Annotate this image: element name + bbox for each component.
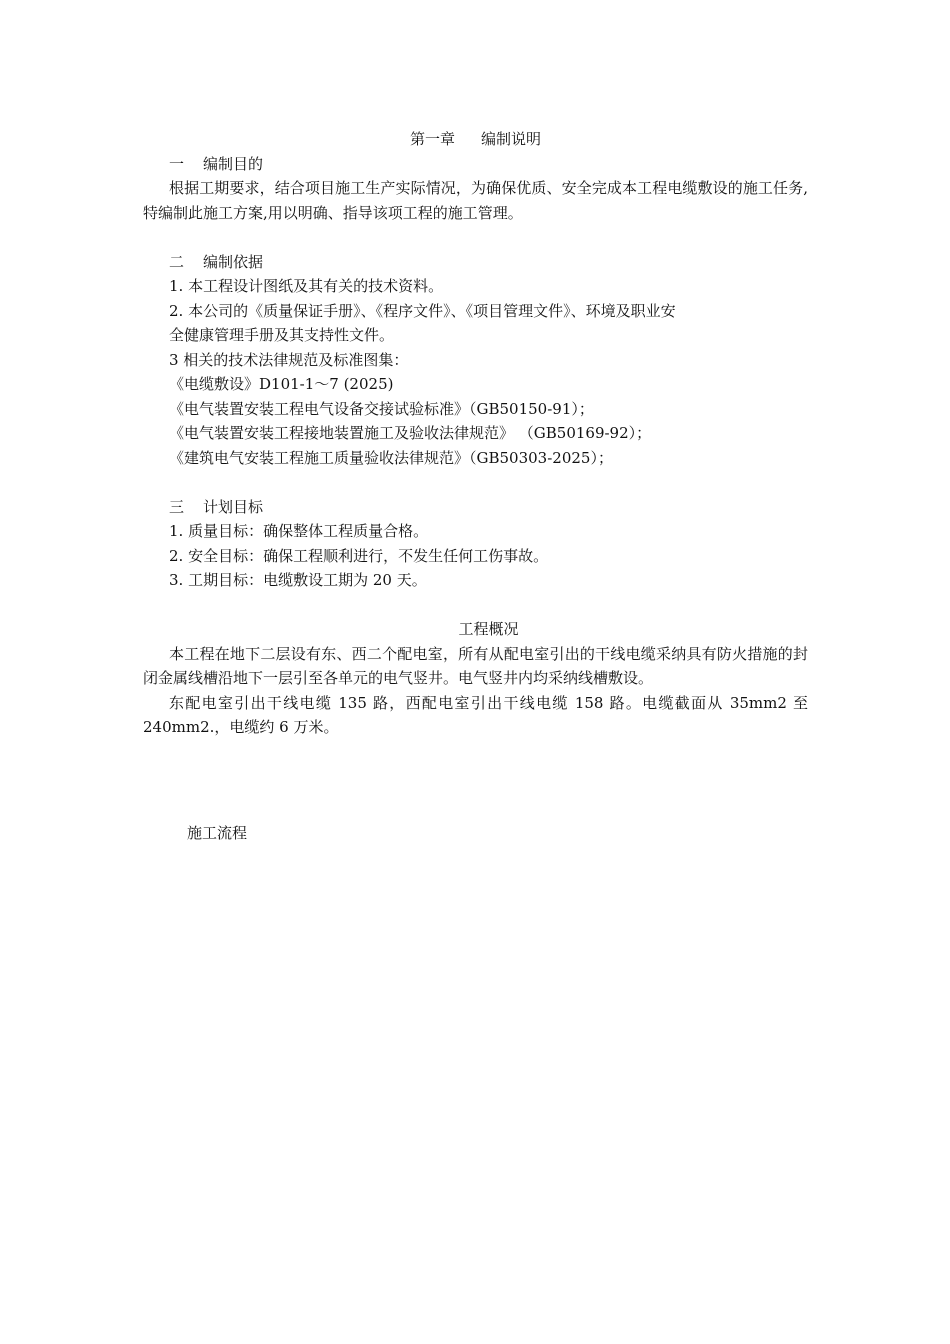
spacer bbox=[143, 593, 808, 618]
section-number: 三 bbox=[169, 497, 185, 516]
basis-item: 全健康管理手册及其支持性文件。 bbox=[169, 326, 395, 344]
section-title: 计划目标 bbox=[203, 497, 264, 516]
standard-item: 《电气装置安装工程接地装置施工及验收法律规范》 （GB50169-92）； bbox=[169, 424, 652, 442]
chapter-number: 第一章 bbox=[409, 130, 455, 148]
section-number: 二 bbox=[169, 252, 185, 271]
overview-heading: 工程概况 bbox=[458, 620, 519, 638]
spacer bbox=[143, 470, 808, 495]
purpose-paragraph: 根据工期要求，结合项目施工生产实际情况，为确保优质、安全完成本工程电缆敷设的施工任务,特编制此施工方案,用以明确、指导该项工程的施工管理。 bbox=[143, 179, 808, 222]
goal-item: 2. 安全目标：确保工程顺利进行，不发生任何工伤事故。 bbox=[169, 546, 549, 565]
overview-paragraph: 本工程在地下二层设有东、西二个配电室，所有从配电室引出的干线电缆采纳具有防火措施的封闭金属线槽沿地下一层引至各单元的电气竖井。电气竖井内均采纳线槽敷设。 bbox=[143, 644, 808, 687]
section-heading-purpose bbox=[143, 152, 808, 177]
standard-item: 《电气装置安装工程电气设备交接试验标准》（GB50150-91）； bbox=[169, 399, 594, 418]
section-title: 编制依据 bbox=[203, 252, 264, 271]
chapter-name: 编制说明 bbox=[481, 130, 542, 148]
basis-item: 2. 本公司的《质量保证手册》、《程序文件》、《项目管理文件》、环境及职业安 bbox=[169, 301, 676, 320]
goal-item: 1. 质量目标：确保整体工程质量合格。 bbox=[169, 522, 429, 540]
standard-item: 《建筑电气安装工程施工质量验收法律规范》（GB50303-2025）； bbox=[169, 448, 613, 467]
flow-heading: 施工流程 bbox=[187, 824, 248, 842]
section-title: 编制目的 bbox=[203, 154, 264, 173]
section-heading-goals bbox=[143, 495, 808, 520]
basis-item: 3 相关的技术法律规范及标准图集： bbox=[169, 350, 409, 369]
document-body bbox=[143, 127, 808, 740]
chapter-title bbox=[143, 127, 808, 152]
section-heading-basis bbox=[143, 250, 808, 275]
section-number: 一 bbox=[169, 154, 185, 173]
overview-paragraph: 东配电室引出干线电缆 135 路，西配电室引出干线电缆 158 路。电缆截面从 35mm2 至 240mm2.，电缆约 6 万米。 bbox=[143, 693, 808, 736]
standard-item: 《电缆敷设》D101-1～7 (2025) bbox=[169, 375, 394, 393]
goal-item: 3. 工期目标：电缆敷设工期为 20 天。 bbox=[169, 571, 427, 589]
basis-item: 1. 本工程设计图纸及其有关的技术资料。 bbox=[169, 277, 444, 295]
spacer bbox=[143, 225, 808, 250]
